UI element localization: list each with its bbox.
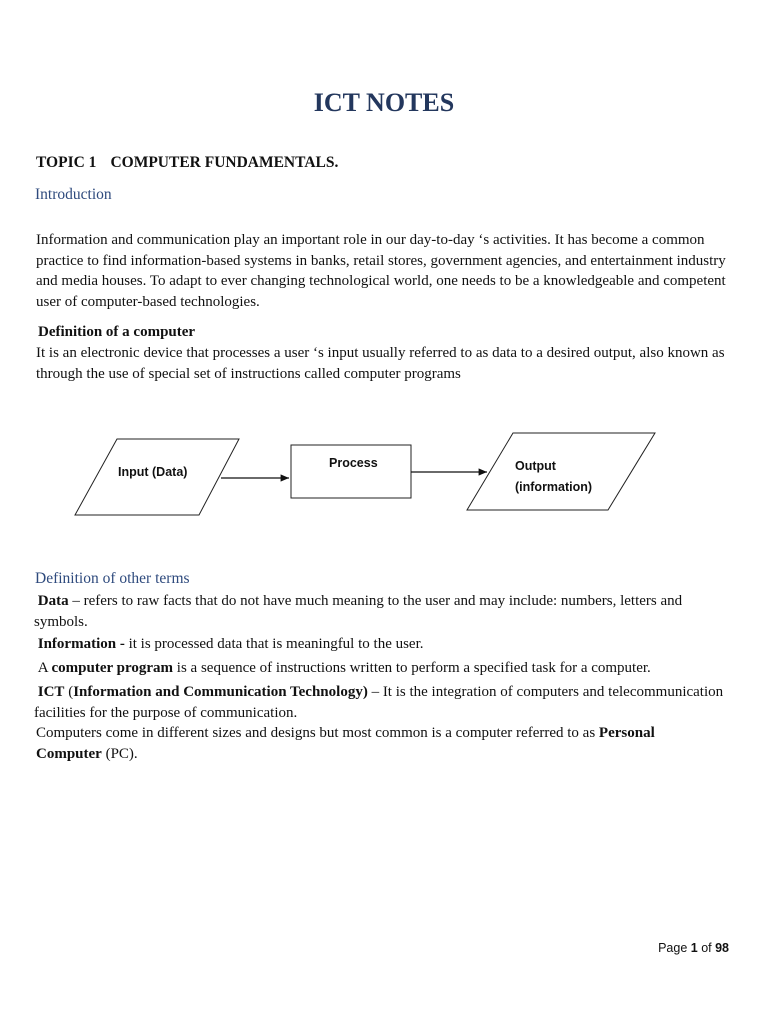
program-definition bbox=[34, 658, 744, 679]
ict-open: ( bbox=[64, 684, 74, 700]
program-text: is a sequence of instructions written to perform a specified task for a computer. bbox=[173, 660, 651, 676]
pc-term: Personal Computer bbox=[36, 725, 655, 762]
page-word: Page bbox=[658, 941, 691, 955]
page-footer bbox=[658, 941, 729, 955]
topic-number: TOPIC 1 bbox=[36, 154, 97, 171]
introduction-paragraph: Information and communication play an important role in our day-to-day ‘s activities. It has become a common practice to find information-based systems in banks, retail stores, government agencies, and entertainment industry and media houses. To adapt to ever changing technological world, one needs to be a knowledgeable and competent user of computer-based technologies. bbox=[36, 232, 726, 310]
data-term: Data bbox=[37, 593, 69, 609]
program-term: computer program bbox=[51, 660, 174, 676]
definition-computer-text: It is an electronic device that processes a user ‘s input usually referred to as data to a desired output, also known as through the use of special set of instructions called computer programs bbox=[36, 345, 725, 382]
data-text: – refers to raw facts that do not have much meaning to the user and may include: numbers, letters and symbols. bbox=[34, 593, 683, 630]
information-text: it is processed data that is meaningful to the user. bbox=[124, 636, 424, 652]
current-page: 1 bbox=[690, 941, 698, 955]
information-definition bbox=[34, 634, 734, 655]
ict-text: – It is the integration of computers and telecommunication facilities for the purpose of communication. bbox=[34, 684, 724, 721]
introduction-heading: Introduction bbox=[35, 186, 112, 203]
output-parallelogram bbox=[467, 433, 655, 510]
input-label: Input (Data) bbox=[118, 465, 188, 479]
ipo-diagram bbox=[0, 420, 768, 530]
data-definition bbox=[34, 591, 734, 632]
process-label: Process bbox=[329, 456, 378, 470]
program-prefix: A bbox=[37, 660, 52, 676]
pc-paragraph bbox=[36, 723, 686, 764]
topic-heading bbox=[36, 154, 338, 172]
ict-term: ICT bbox=[37, 684, 65, 700]
pc-text: Computers come in different sizes and designs but most common is a computer referred to as bbox=[36, 725, 599, 741]
ict-definition bbox=[34, 682, 734, 723]
topic-name: COMPUTER FUNDAMENTALS. bbox=[110, 154, 339, 171]
process-box bbox=[291, 445, 411, 498]
information-term: Information - bbox=[37, 636, 125, 652]
other-terms-heading: Definition of other terms bbox=[35, 570, 190, 587]
ict-expansion: Information and Communication Technology) bbox=[73, 684, 368, 700]
document-title: ICT NOTES bbox=[313, 88, 455, 117]
definition-computer-heading: Definition of a computer bbox=[38, 324, 196, 340]
of-word: of bbox=[697, 941, 716, 955]
output-label-line2: (information) bbox=[515, 480, 593, 494]
pc-suffix: (PC). bbox=[101, 745, 138, 762]
total-pages: 98 bbox=[715, 941, 729, 955]
output-label-line1: Output bbox=[515, 459, 556, 473]
